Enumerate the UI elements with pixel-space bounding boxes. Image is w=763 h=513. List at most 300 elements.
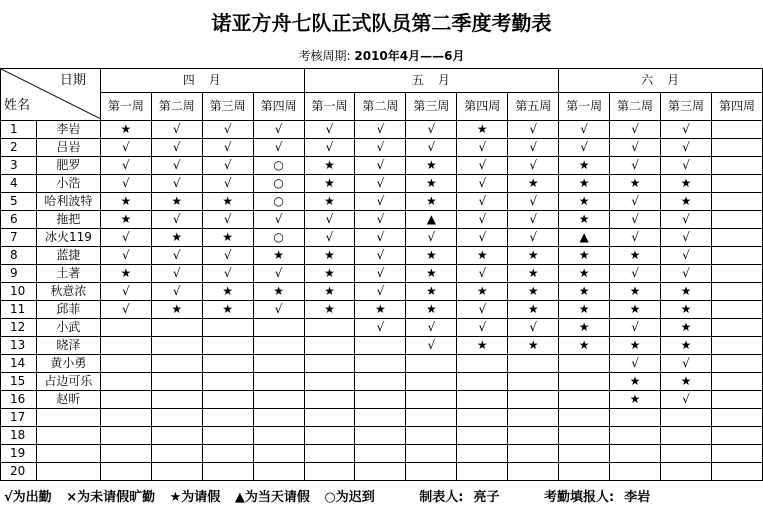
attendance-mark — [202, 319, 253, 337]
attendance-mark: √ — [151, 157, 202, 175]
member-name: 小浩 — [36, 175, 100, 193]
period-value: 2010年4月——6月 — [354, 49, 465, 63]
attendance-mark: √ — [151, 139, 202, 157]
attendance-mark — [253, 391, 304, 409]
attendance-mark: √ — [355, 247, 406, 265]
attendance-mark — [711, 355, 762, 373]
attendance-mark: √ — [457, 265, 508, 283]
attendance-mark — [508, 373, 559, 391]
attendance-mark — [508, 427, 559, 445]
attendance-mark — [355, 409, 406, 427]
attendance-mark: ★ — [304, 265, 355, 283]
attendance-mark — [304, 319, 355, 337]
attendance-mark: √ — [559, 139, 610, 157]
attendance-mark: ★ — [304, 175, 355, 193]
attendance-mark — [304, 355, 355, 373]
attendance-mark: ★ — [100, 121, 151, 139]
attendance-mark: ★ — [661, 301, 712, 319]
attendance-mark: ★ — [100, 211, 151, 229]
diagonal-header-cell — [1, 69, 101, 121]
week-header-row — [1, 93, 763, 121]
attendance-mark: ★ — [559, 319, 610, 337]
attendance-mark: ▲ — [406, 211, 457, 229]
member-name: 李岩 — [36, 121, 100, 139]
member-name — [36, 427, 100, 445]
table-row — [1, 247, 763, 265]
attendance-mark: √ — [355, 121, 406, 139]
attendance-mark: √ — [304, 139, 355, 157]
attendance-mark: √ — [355, 139, 406, 157]
attendance-mark: √ — [355, 157, 406, 175]
attendance-mark — [711, 247, 762, 265]
attendance-mark: ★ — [508, 175, 559, 193]
attendance-mark — [559, 445, 610, 463]
attendance-mark: ★ — [304, 157, 355, 175]
member-name: 小武 — [36, 319, 100, 337]
attendance-mark — [355, 391, 406, 409]
member-name: 晓泽 — [36, 337, 100, 355]
attendance-mark: ★ — [559, 175, 610, 193]
attendance-mark — [711, 301, 762, 319]
attendance-mark: ★ — [559, 211, 610, 229]
row-number: 19 — [1, 445, 37, 463]
attendance-mark: ★ — [100, 193, 151, 211]
attendance-mark — [151, 337, 202, 355]
attendance-mark — [711, 283, 762, 301]
member-name: 冰火119 — [36, 229, 100, 247]
attendance-mark: √ — [355, 175, 406, 193]
attendance-mark: ○ — [253, 175, 304, 193]
attendance-mark — [151, 319, 202, 337]
attendance-mark: √ — [100, 229, 151, 247]
attendance-mark: √ — [253, 265, 304, 283]
attendance-mark: √ — [457, 175, 508, 193]
attendance-mark: ★ — [253, 283, 304, 301]
attendance-mark — [355, 427, 406, 445]
attendance-mark: ★ — [559, 247, 610, 265]
attendance-mark — [559, 463, 610, 481]
attendance-mark — [406, 463, 457, 481]
row-number: 16 — [1, 391, 37, 409]
attendance-mark — [559, 427, 610, 445]
attendance-mark: ★ — [661, 193, 712, 211]
attendance-mark: ★ — [202, 229, 253, 247]
attendance-mark: ★ — [304, 283, 355, 301]
table-row — [1, 463, 763, 481]
member-name: 吕岩 — [36, 139, 100, 157]
attendance-mark: √ — [508, 193, 559, 211]
table-row — [1, 265, 763, 283]
attendance-mark — [457, 463, 508, 481]
attendance-mark: ★ — [508, 283, 559, 301]
attendance-mark — [610, 445, 661, 463]
attendance-mark — [406, 427, 457, 445]
attendance-mark — [711, 229, 762, 247]
attendance-mark: ★ — [151, 193, 202, 211]
attendance-mark — [100, 319, 151, 337]
attendance-mark: √ — [100, 301, 151, 319]
member-name: 土著 — [36, 265, 100, 283]
month-april: 四 月 — [100, 69, 304, 93]
attendance-mark — [559, 391, 610, 409]
period-label: 考核周期: — [298, 49, 351, 63]
attendance-mark: √ — [355, 265, 406, 283]
attendance-rows — [1, 121, 763, 481]
attendance-mark: ★ — [406, 157, 457, 175]
table-row — [1, 121, 763, 139]
row-number: 13 — [1, 337, 37, 355]
week-header-cell: 第一周 — [559, 93, 610, 121]
attendance-mark: √ — [355, 229, 406, 247]
attendance-mark: √ — [661, 229, 712, 247]
week-header-cell: 第五周 — [508, 93, 559, 121]
attendance-mark — [151, 391, 202, 409]
attendance-mark: √ — [406, 139, 457, 157]
week-header-cell: 第一周 — [304, 93, 355, 121]
attendance-mark — [253, 445, 304, 463]
attendance-mark: √ — [661, 247, 712, 265]
member-name: 哈利波特 — [36, 193, 100, 211]
attendance-mark: ★ — [661, 337, 712, 355]
attendance-mark: √ — [661, 139, 712, 157]
table-row — [1, 301, 763, 319]
attendance-mark — [202, 337, 253, 355]
attendance-mark — [406, 409, 457, 427]
attendance-mark: √ — [559, 121, 610, 139]
attendance-mark: √ — [355, 319, 406, 337]
week-header-cell: 第四周 — [711, 93, 762, 121]
attendance-mark — [711, 319, 762, 337]
table-row — [1, 211, 763, 229]
attendance-mark: √ — [202, 121, 253, 139]
attendance-mark — [508, 409, 559, 427]
attendance-mark: √ — [202, 247, 253, 265]
attendance-mark: ★ — [610, 391, 661, 409]
row-number: 7 — [1, 229, 37, 247]
member-name: 占边可乐 — [36, 373, 100, 391]
table-row — [1, 229, 763, 247]
attendance-mark: ★ — [304, 193, 355, 211]
attendance-mark: ★ — [253, 247, 304, 265]
attendance-mark: √ — [661, 391, 712, 409]
attendance-mark: √ — [100, 157, 151, 175]
row-number: 1 — [1, 121, 37, 139]
member-name — [36, 445, 100, 463]
attendance-mark — [711, 463, 762, 481]
attendance-mark: ★ — [661, 373, 712, 391]
attendance-mark: ★ — [202, 283, 253, 301]
attendance-mark — [253, 463, 304, 481]
attendance-mark: ★ — [508, 337, 559, 355]
row-number: 2 — [1, 139, 37, 157]
attendance-mark — [100, 409, 151, 427]
attendance-mark — [711, 427, 762, 445]
attendance-mark: √ — [151, 121, 202, 139]
attendance-mark — [457, 355, 508, 373]
member-name: 黄小勇 — [36, 355, 100, 373]
attendance-mark: √ — [355, 283, 406, 301]
row-number: 12 — [1, 319, 37, 337]
attendance-mark: √ — [610, 139, 661, 157]
attendance-mark: √ — [661, 157, 712, 175]
attendance-mark — [151, 373, 202, 391]
attendance-mark — [355, 445, 406, 463]
attendance-mark: ★ — [559, 265, 610, 283]
name-header-label: 姓名 — [4, 98, 31, 113]
attendance-mark: √ — [610, 121, 661, 139]
attendance-mark — [711, 337, 762, 355]
attendance-mark: √ — [457, 301, 508, 319]
attendance-mark — [661, 463, 712, 481]
attendance-mark — [100, 445, 151, 463]
attendance-mark: √ — [508, 211, 559, 229]
attendance-mark: √ — [202, 211, 253, 229]
attendance-mark — [711, 193, 762, 211]
attendance-mark: √ — [457, 229, 508, 247]
attendance-mark — [406, 391, 457, 409]
attendance-mark — [508, 445, 559, 463]
attendance-mark — [253, 373, 304, 391]
table-row — [1, 391, 763, 409]
maker-label: 制表人: — [419, 490, 464, 505]
legend-leave: ★为请假 — [169, 490, 221, 505]
legend-same-day-leave: ▲为当天请假 — [234, 490, 310, 505]
attendance-mark: √ — [457, 193, 508, 211]
attendance-mark: ★ — [610, 175, 661, 193]
attendance-mark: ★ — [406, 301, 457, 319]
attendance-mark — [304, 463, 355, 481]
attendance-mark — [661, 445, 712, 463]
attendance-mark: √ — [508, 229, 559, 247]
attendance-mark: ★ — [610, 301, 661, 319]
attendance-mark: ★ — [610, 337, 661, 355]
table-row — [1, 319, 763, 337]
attendance-mark: ○ — [253, 229, 304, 247]
attendance-mark — [711, 409, 762, 427]
attendance-mark — [559, 373, 610, 391]
table-row — [1, 175, 763, 193]
attendance-mark — [711, 445, 762, 463]
attendance-mark: √ — [100, 139, 151, 157]
attendance-mark — [151, 409, 202, 427]
week-header-cell: 第四周 — [253, 93, 304, 121]
attendance-mark — [100, 373, 151, 391]
attendance-mark: ★ — [610, 373, 661, 391]
member-name: 拖把 — [36, 211, 100, 229]
row-number: 6 — [1, 211, 37, 229]
attendance-mark — [202, 445, 253, 463]
attendance-mark: √ — [457, 139, 508, 157]
attendance-mark: ★ — [151, 229, 202, 247]
attendance-mark — [304, 373, 355, 391]
attendance-mark — [100, 355, 151, 373]
attendance-mark: √ — [661, 265, 712, 283]
attendance-mark — [661, 409, 712, 427]
attendance-mark: √ — [202, 139, 253, 157]
attendance-mark — [100, 337, 151, 355]
attendance-mark: ★ — [661, 283, 712, 301]
attendance-mark — [711, 265, 762, 283]
attendance-mark — [355, 355, 406, 373]
row-number: 9 — [1, 265, 37, 283]
attendance-mark — [253, 337, 304, 355]
attendance-mark: √ — [406, 319, 457, 337]
attendance-mark: ★ — [661, 319, 712, 337]
attendance-mark: ★ — [355, 301, 406, 319]
attendance-mark: ★ — [202, 193, 253, 211]
row-number: 18 — [1, 427, 37, 445]
row-number: 4 — [1, 175, 37, 193]
attendance-mark — [711, 211, 762, 229]
week-header-cell: 第二周 — [610, 93, 661, 121]
attendance-mark — [151, 445, 202, 463]
legend-present: √为出勤 — [4, 490, 52, 505]
attendance-mark — [355, 373, 406, 391]
attendance-mark: ○ — [253, 193, 304, 211]
attendance-mark: ★ — [406, 247, 457, 265]
maker-name: 亮子 — [473, 490, 500, 505]
attendance-mark — [661, 427, 712, 445]
attendance-mark: √ — [457, 157, 508, 175]
attendance-mark: √ — [151, 211, 202, 229]
legend-absent: ×为未请假旷勤 — [66, 490, 156, 505]
attendance-mark: √ — [661, 211, 712, 229]
attendance-mark: ★ — [559, 193, 610, 211]
attendance-mark — [151, 463, 202, 481]
attendance-mark: √ — [355, 211, 406, 229]
attendance-mark: √ — [661, 121, 712, 139]
attendance-mark — [508, 391, 559, 409]
attendance-mark — [508, 463, 559, 481]
attendance-mark — [711, 121, 762, 139]
table-row — [1, 193, 763, 211]
attendance-mark: √ — [304, 121, 355, 139]
attendance-mark: ★ — [304, 301, 355, 319]
attendance-mark: √ — [100, 283, 151, 301]
week-header-cell: 第二周 — [355, 93, 406, 121]
attendance-mark: ★ — [304, 247, 355, 265]
attendance-mark — [508, 355, 559, 373]
attendance-mark: √ — [355, 193, 406, 211]
attendance-mark: √ — [151, 247, 202, 265]
attendance-mark — [610, 463, 661, 481]
attendance-mark: ★ — [610, 247, 661, 265]
row-number: 17 — [1, 409, 37, 427]
attendance-mark — [253, 409, 304, 427]
attendance-mark: √ — [253, 139, 304, 157]
attendance-mark: ★ — [151, 301, 202, 319]
table-row — [1, 355, 763, 373]
week-header-cell: 第三周 — [661, 93, 712, 121]
row-number: 14 — [1, 355, 37, 373]
member-name — [36, 409, 100, 427]
attendance-mark — [406, 373, 457, 391]
attendance-mark: √ — [151, 283, 202, 301]
table-row — [1, 139, 763, 157]
legend — [4, 486, 763, 510]
attendance-mark: ★ — [457, 283, 508, 301]
attendance-mark: ★ — [406, 193, 457, 211]
attendance-mark — [202, 373, 253, 391]
attendance-mark — [304, 409, 355, 427]
month-header-row — [1, 69, 763, 93]
attendance-mark — [253, 427, 304, 445]
attendance-mark — [202, 391, 253, 409]
attendance-mark — [355, 337, 406, 355]
attendance-mark — [457, 409, 508, 427]
attendance-mark: √ — [202, 157, 253, 175]
attendance-mark: √ — [508, 319, 559, 337]
attendance-mark: √ — [202, 175, 253, 193]
attendance-mark — [100, 427, 151, 445]
member-name — [36, 463, 100, 481]
attendance-mark: √ — [610, 157, 661, 175]
row-number: 10 — [1, 283, 37, 301]
week-header-cell: 第三周 — [406, 93, 457, 121]
attendance-mark: ★ — [406, 175, 457, 193]
attendance-mark: ★ — [508, 247, 559, 265]
attendance-mark: ▲ — [559, 229, 610, 247]
attendance-mark — [355, 463, 406, 481]
sheet-title: 诺亚方舟七队正式队员第二季度考勤表 — [211, 11, 552, 35]
attendance-mark — [253, 355, 304, 373]
attendance-mark — [559, 409, 610, 427]
attendance-mark: √ — [610, 229, 661, 247]
attendance-mark: ★ — [559, 157, 610, 175]
attendance-mark: √ — [202, 265, 253, 283]
attendance-mark: ★ — [559, 283, 610, 301]
table-row — [1, 445, 763, 463]
reporter-label: 考勤填报人: — [543, 490, 615, 505]
attendance-mark — [100, 463, 151, 481]
legend-late: ○为迟到 — [324, 490, 375, 505]
attendance-mark: ★ — [559, 301, 610, 319]
attendance-mark: √ — [253, 211, 304, 229]
attendance-mark — [457, 427, 508, 445]
member-name: 秋意浓 — [36, 283, 100, 301]
member-name: 蓝捷 — [36, 247, 100, 265]
row-number: 5 — [1, 193, 37, 211]
attendance-mark — [610, 409, 661, 427]
attendance-mark: √ — [304, 211, 355, 229]
attendance-mark — [304, 445, 355, 463]
attendance-mark — [406, 355, 457, 373]
attendance-mark: ★ — [457, 247, 508, 265]
attendance-mark — [202, 463, 253, 481]
attendance-mark: ★ — [457, 121, 508, 139]
month-may: 五 月 — [304, 69, 559, 93]
attendance-mark: ★ — [559, 337, 610, 355]
attendance-mark: √ — [253, 301, 304, 319]
table-row — [1, 409, 763, 427]
attendance-table — [0, 68, 763, 481]
attendance-mark: ★ — [406, 283, 457, 301]
table-row — [1, 283, 763, 301]
attendance-mark: ★ — [508, 265, 559, 283]
row-number: 20 — [1, 463, 37, 481]
attendance-mark — [406, 445, 457, 463]
attendance-mark — [711, 373, 762, 391]
attendance-mark: √ — [100, 175, 151, 193]
attendance-mark — [457, 373, 508, 391]
attendance-mark — [151, 427, 202, 445]
attendance-mark: ★ — [202, 301, 253, 319]
attendance-mark: √ — [406, 121, 457, 139]
attendance-mark: ★ — [661, 175, 712, 193]
assessment-period — [0, 46, 763, 66]
attendance-mark — [457, 445, 508, 463]
attendance-mark — [711, 391, 762, 409]
